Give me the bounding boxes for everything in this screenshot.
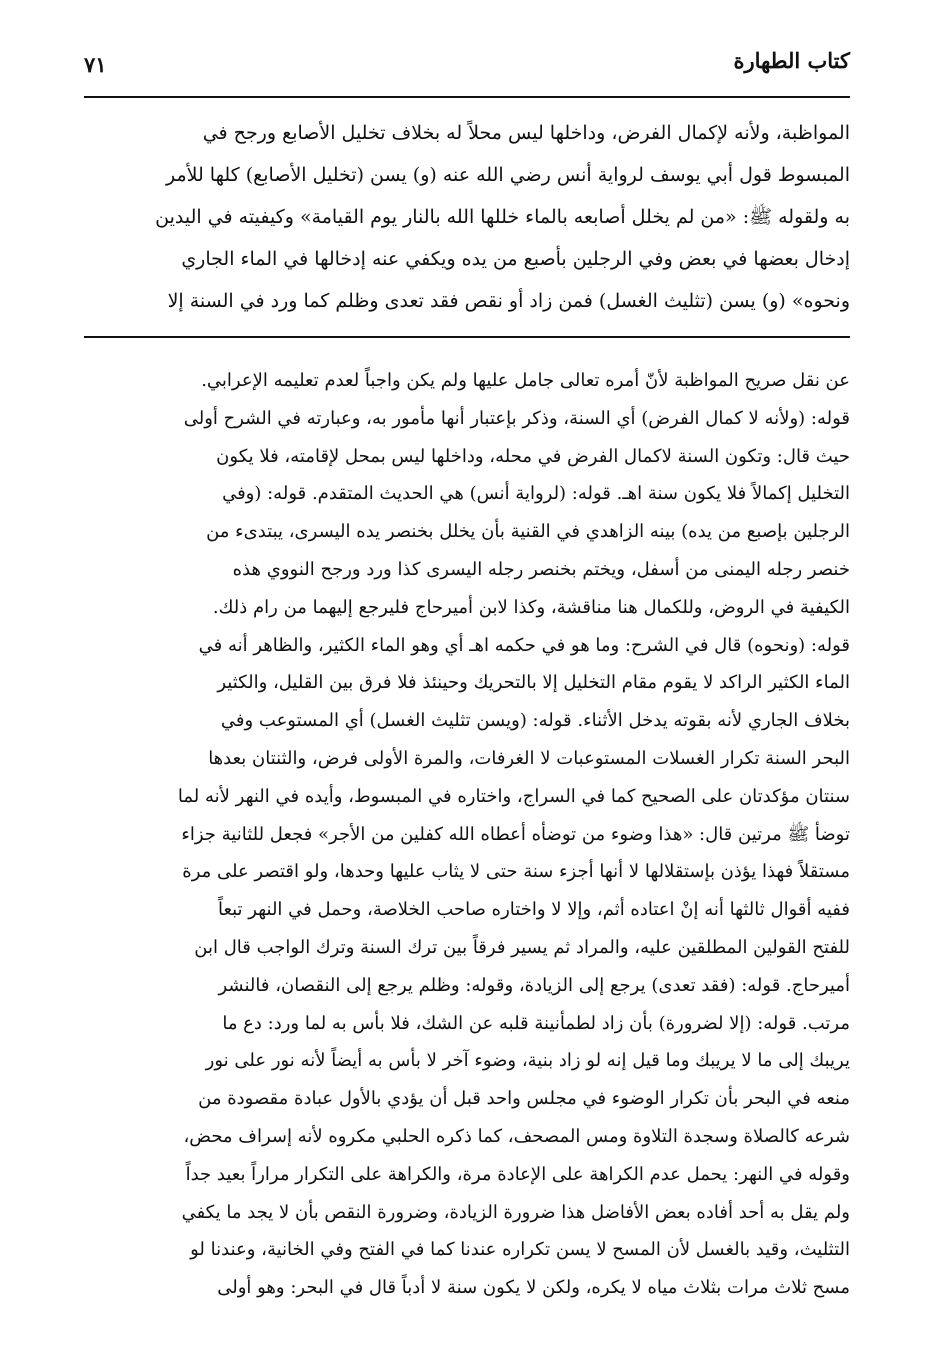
commentary-line: حيث قال: وتكون السنة لاكمال الفرض في محله، وداخلها ليس بمحل لإقامته، فلا يكون [216,445,850,467]
commentary-line: التثليث، وقيد بالغسل لأن المسح لا يسن تكراره عندنا كما في الفتح وفي الخانية، وعندنا لو [190,1239,850,1261]
commentary-line: أميرحاج. قوله: (فقد تعدى) يرجع إلى الزيادة، وقوله: وظلم يرجع إلى النقصان، فالنشر [218,974,850,996]
commentary-line: الكيفية في الروض، وللكمال هنا مناقشة، وكذا لابن أميرحاج فليرجع إليهما من رام ذلك. [212,596,850,618]
commentary-line: ففيه أقوال ثالثها أنه إنْ اعتاده أثم، وإلا لا واختاره صاحب الخلاصة، وحمل في النهر تبعاً [217,899,850,921]
commentary-line: مسح ثلاث مرات بثلاث مياه لا يكره، ولكن لا يكون سنة لا أدباً قال في البحر: وهو أولى [217,1277,850,1299]
commentary-line: الرجلين بإصبع من يده) بينه الزاهدي في القنية بأن يخلل بخنصر يده اليسرى، يبتدىء من [206,521,850,543]
page-number: ٧١ [84,52,107,77]
commentary-line: شرعه كالصلاة وسجدة التلاوة ومس المصحف، كما ذكره الحلبي مكروه لأنه إسراف محض، [183,1125,850,1147]
header-divider [84,96,850,98]
main-text-line: المواظبة، ولأنه لإكمال الفرض، وداخلها ليس محلاً له بخلاف تخليل الأصابع ورجح في [202,122,850,144]
commentary-line: البحر السنة تكرار الغسلات المستوعبات لا الغرفات، والمرة الأولى فرض، والثنتان بعدها [208,747,850,769]
commentary-line: عن نقل صريح المواظبة لأنّ أمره تعالى جامل عليها ولم يكن واجباً لعدم تعليمه الإعرابي. [201,370,850,391]
commentary-line: مستقلاً فهذا يؤذن بإستقلالها لا أنها أجزء سنة حتى لا يثاب عليها وحدها، ولو اقتصر على مرة [182,861,850,883]
commentary-line: توضأ ﷺ مرتين قال: «هذا وضوء من توضأه أعطاه الله كفلين من الأجر» فجعل للثانية جزاء [181,823,850,845]
main-text-line: المبسوط قول أبي يوسف لرواية أنس رضي الله عنه (و) يسن (تخليل الأصابع) كلها للأمر [165,164,850,186]
commentary-line: سنتان مؤكدتان على الصحيح كما في السراج، واختاره في المبسوط، وأيده في النهر لأنه لما [177,785,850,807]
footnote-divider [84,336,850,338]
main-text-line: ونحوه» (و) يسن (تثليث الغسل) فمن زاد أو نقص فقد تعدى وظلم كما ورد في السنة إلا [167,290,850,312]
commentary-line: منعه في البحر بأن تكرار الوضوء في مجلس واحد قبل أن يؤدي بالأول عبادة مقصودة من [198,1088,850,1110]
commentary-line: الماء الكثير الراكد لا يقوم مقام التخليل إلا بالتحريك وحينئذ فلا فرق بين القليل، والكثير [217,672,850,694]
commentary-line: قوله: (ونحوه) قال في الشرح: وما هو في حكمه اهـ أي وهو الماء الكثير، والظاهر أنه في [198,634,850,656]
commentary-line: وقوله في النهر: يحمل عدم الكراهة على الإعادة مرة، والكراهة على التكرار مراراً بعيد جداً [185,1163,850,1185]
chapter-title: كتاب الطهارة [733,48,850,73]
main-text-block [84,112,850,322]
commentary-line: مرتب. قوله: (إلا لضرورة) بأن زاد لطمأنينة قلبه عن الشك، فلا بأس به لما ورد: دع ما [222,1012,850,1034]
main-text-line: إدخال بعضها في بعض وفي الرجلين بأصبع من يده ويكفي عنه إدخالها في الماء الجاري [181,248,850,270]
commentary-line: قوله: (ولأنه لا كمال الفرض) أي السنة، وذكر بإعتبار أنها مأمور به، وعبارته في الشرح أولى [183,407,850,429]
commentary-line: بخلاف الجاري لأنه بقوته يدخل الأثناء. قوله: (ويسن تثليث الغسل) أي المستوعب وفي [220,710,850,732]
main-text-line: به ولقوله ﷺ: «من لم يخلل أصابعه بالماء خللها الله بالنار يوم القيامة» وكيفيته في اليدين [155,206,850,228]
commentary-line: للفتح القولين المطلقين عليه، والمراد ثم يسير فرقاً بين ترك السنة وترك الواجب قال ابن [194,936,850,958]
commentary-line: ولم يقل به أحد أفاده بعض الأفاضل هذا ضرورة الزيادة، وضرورة النقص بأن لا يجد ما يكفي [181,1201,850,1223]
commentary-line: خنصر رجله اليمنى من أسفل، ويختم بخنصر رجله اليسرى كذا ورد ورجح النووي هذه [232,558,850,580]
commentary-line: التخليل إكمالاً فلا يكون سنة اهـ. قوله: (لرواية أنس) هي الحديث المتقدم. قوله: (وفي [222,483,850,505]
page-header [84,42,850,94]
commentary-line: يريبك إلى ما لا يريبك وما قيل إنه لو زاد بنية، وضوء آخر لا بأس به أيضاً لأنه نور على نور [205,1050,850,1072]
commentary-block [84,362,850,1307]
